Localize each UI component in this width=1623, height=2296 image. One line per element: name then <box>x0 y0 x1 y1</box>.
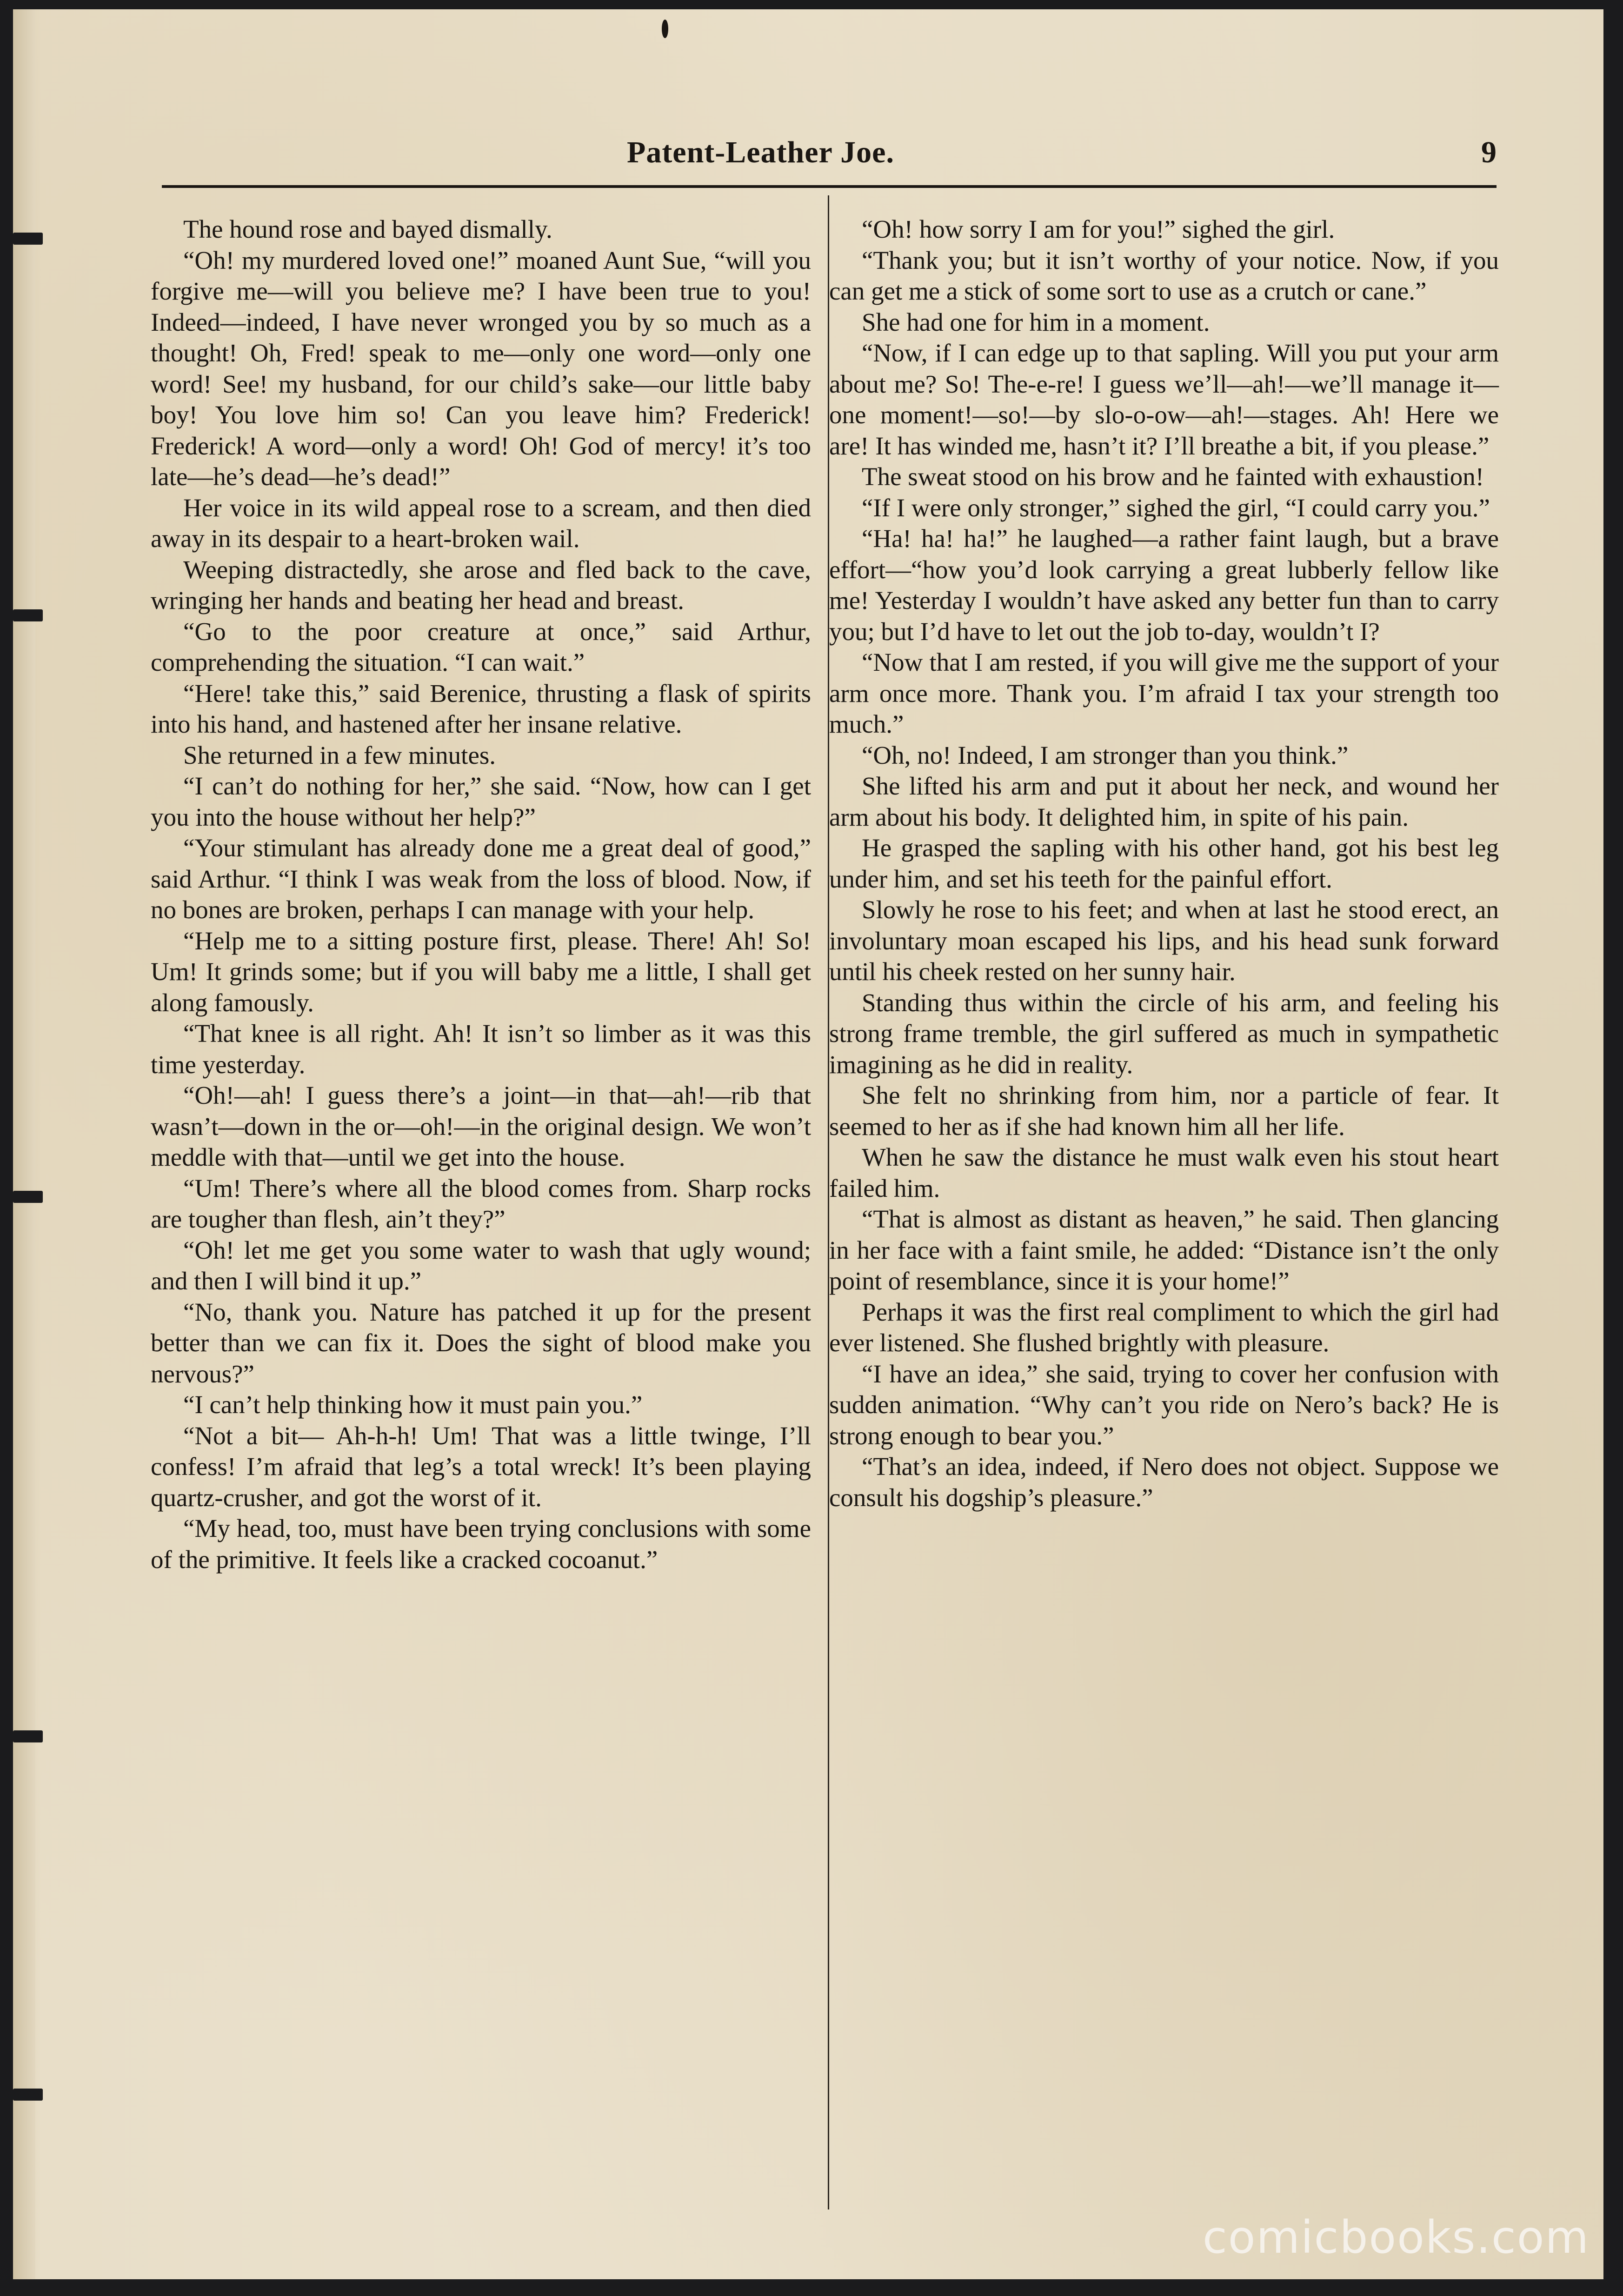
ink-mark <box>662 20 668 38</box>
right-text-column <box>829 214 1499 1513</box>
paragraph: Slowly he rose to his feet; and when at last he stood erect, an involuntary moan escaped his lips, and his head sunk forward until his cheek rested on her sunny hair. <box>829 895 1499 986</box>
paragraph: “That knee is all right. Ah! It isn’t so limber as it was this time yesterday. <box>151 1019 811 1079</box>
paragraph: “Oh! my murdered loved one!” moaned Aunt Sue, “will you forgive me—will you believe me? I have been true to you! Indeed—indeed, I have never wronged you by so much as a thought! Oh, Fred! speak to me—only one word—only one word! See! my husband, for our child’s sake—our little baby boy! You love him so! Can you leave him? Frederick! Frederick! A word—only a word! Oh! God of mercy! it’s too late—he’s dead—he’s dead!” <box>151 246 811 491</box>
paragraph: The hound rose and bayed dismally. <box>183 215 552 243</box>
paragraph: Weeping distractedly, she arose and fled back to the cave, wringing her hands and beating her head and breast. <box>151 555 811 614</box>
paragraph: “Now, if I can edge up to that sapling. Will you put your arm about me? So! The-e-re! I guess we’ll—ah!—we’ll manage it—one moment!—so!—by slo-o-ow—ah!—stages. Ah! Here we are! It has winded me, hasn’t it? I’ll breathe a bit, if you please.” <box>829 339 1499 460</box>
binding-staple <box>13 609 43 621</box>
binding-staple <box>13 1730 43 1742</box>
paragraph: “Help me to a sitting posture first, please. There! Ah! So! Um! It grinds some; but if you will baby me a little, I shall get along famously. <box>151 926 811 1017</box>
paragraph: “My head, too, must have been trying conclusions with some of the primitive. It feels like a cracked cocoanut.” <box>151 1514 811 1574</box>
left-text-column <box>151 214 811 1575</box>
paragraph: “Here! take this,” said Berenice, thrusting a flask of spirits into his hand, and hastened after her insane relative. <box>151 679 811 738</box>
page-binding-edge <box>13 9 35 2279</box>
binding-staple <box>13 1191 43 1203</box>
header-rule <box>162 185 1497 188</box>
site-watermark: comicbooks.com <box>1202 2211 1590 2263</box>
paragraph: “Um! There’s where all the blood comes from. Sharp rocks are tougher than flesh, ain’t they?” <box>151 1174 811 1233</box>
paragraph: “Oh!—ah! I guess there’s a joint—in that—ah!—rib that wasn’t—down in the or—oh!—in the original design. We won’t meddle with that—until we get into the house. <box>151 1081 811 1171</box>
paragraph: “Ha! ha! ha!” he laughed—a rather faint laugh, but a brave effort—“how you’d look carrying a great lubberly fellow like me! Yesterday I wouldn’t have asked any better fun than to carry you; but I’d have to let out the job to-day, wouldn’t I? <box>829 524 1499 646</box>
page-header <box>162 135 1497 186</box>
paragraph: Standing thus within the circle of his arm, and feeling his strong frame tremble, the girl suffered as much in sympathetic imagining as he did in reality. <box>829 988 1499 1079</box>
paragraph: Her voice in its wild appeal rose to a scream, and then died away in its despair to a heart-broken wail. <box>151 493 811 553</box>
page-number: 9 <box>1481 135 1497 169</box>
paragraph: “That is almost as distant as heaven,” he said. Then glancing in her face with a faint smile, he added: “Distance isn’t the only point of resemblance, since it is your home!” <box>829 1205 1499 1295</box>
paragraph: When he saw the distance he must walk even his stout heart failed him. <box>829 1143 1499 1202</box>
paragraph: Perhaps it was the first real compliment to which the girl had ever listened. She flushed brightly with pleasure. <box>829 1297 1499 1357</box>
scanned-page <box>13 9 1603 2279</box>
paragraph: She felt no shrinking from him, nor a particle of fear. It seemed to her as if she had known him all her life. <box>829 1081 1499 1141</box>
paragraph: “Oh! how sorry I am for you!” sighed the girl. <box>862 215 1335 243</box>
paragraph: He grasped the sapling with his other hand, got his best leg under him, and set his teeth for the painful effort. <box>829 834 1499 893</box>
paragraph: She lifted his arm and put it about her neck, and wound her arm about his body. It delighted him, in spite of his pain. <box>829 772 1499 831</box>
paragraph: “I can’t do nothing for her,” she said. “Now, how can I get you into the house without her help?” <box>151 772 811 831</box>
paragraph: “Your stimulant has already done me a great deal of good,” said Arthur. “I think I was weak from the loss of blood. Now, if no bones are broken, perhaps I can manage with your help. <box>151 834 811 924</box>
paragraph: “That’s an idea, indeed, if Nero does not object. Suppose we consult his dogship’s pleasure.” <box>829 1452 1499 1512</box>
paragraph: “Go to the poor creature at once,” said Arthur, comprehending the situation. “I can wait.” <box>151 617 811 676</box>
paragraph: “If I were only stronger,” sighed the girl, “I could carry you.” <box>862 493 1490 522</box>
paragraph: She had one for him in a moment. <box>862 307 1210 336</box>
paragraph: “I can’t help thinking how it must pain you.” <box>183 1390 643 1419</box>
binding-staple <box>13 233 43 245</box>
paragraph: The sweat stood on his brow and he fainted with exhaustion! <box>862 462 1484 491</box>
paragraph: She returned in a few minutes. <box>183 741 496 769</box>
running-title: Patent-Leather Joe. <box>627 135 894 169</box>
paragraph: “Now that I am rested, if you will give me the support of your arm once more. Thank you. I’m afraid I tax your strength too much.” <box>829 648 1499 738</box>
paragraph: “Oh, no! Indeed, I am stronger than you think.” <box>862 741 1349 769</box>
binding-staple <box>13 2089 43 2101</box>
paragraph: “No, thank you. Nature has patched it up for the present better than we can fix it. Does the sight of blood make you nervous?” <box>151 1297 811 1388</box>
paragraph: “Not a bit— Ah-h-h! Um! That was a little twinge, I’ll confess! I’m afraid that leg’s a total wreck! It’s been playing quartz-crusher, and got the worst of it. <box>151 1421 811 1512</box>
paragraph: “Thank you; but it isn’t worthy of your notice. Now, if you can get me a stick of some sort to use as a crutch or cane.” <box>829 246 1499 305</box>
paragraph: “Oh! let me get you some water to wash that ugly wound; and then I will bind it up.” <box>151 1235 811 1295</box>
paragraph: “I have an idea,” she said, trying to cover her confusion with sudden animation. “Why can’t you ride on Nero’s back? He is strong enough to bear you.” <box>829 1359 1499 1450</box>
